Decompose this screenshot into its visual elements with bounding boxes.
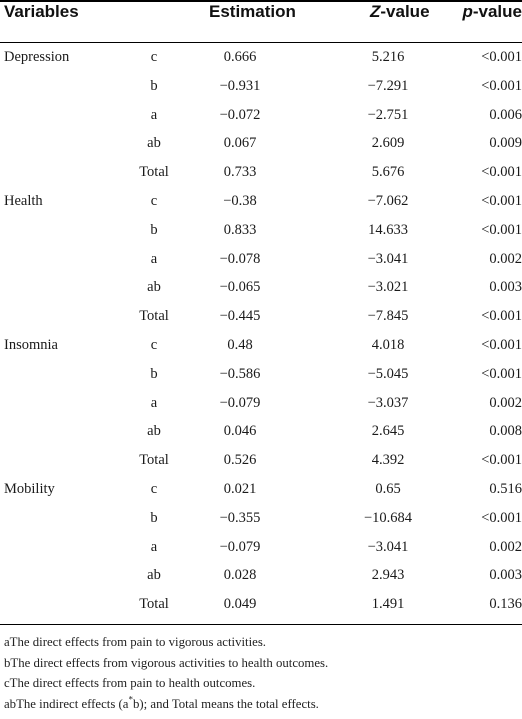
z-value: 4.392 [371, 452, 405, 469]
table-row [0, 101, 522, 130]
estimation-value: 0.666 [223, 49, 257, 65]
p-value: <0.001 [481, 365, 522, 382]
table-body [0, 43, 522, 619]
p-value: 0.002 [489, 250, 522, 267]
estimation-value: 0.48 [227, 336, 253, 353]
table-header-row [0, 0, 522, 42]
estimation-value: 0.833 [223, 221, 257, 238]
table-row [0, 446, 522, 475]
effect-label: a [150, 250, 158, 267]
effect-label: a [150, 394, 158, 411]
header-p-value [450, 0, 522, 42]
footnote-ab-post: b); and Total means the total effects. [132, 696, 319, 711]
estimation-value: 0.046 [223, 423, 257, 440]
table-row [0, 590, 522, 619]
estimation-value: 0.021 [223, 480, 257, 497]
table-row [0, 302, 522, 331]
estimation-value: 0.733 [223, 164, 257, 181]
table-row [0, 504, 522, 533]
p-value: <0.001 [481, 164, 522, 181]
p-value: <0.001 [481, 49, 522, 65]
p-value: 0.516 [489, 480, 522, 497]
effect-label: a [150, 106, 158, 123]
table-footnotes [4, 632, 518, 714]
table-row [0, 273, 522, 302]
header-estimation: Estimation [209, 2, 296, 21]
z-value: 5.676 [371, 164, 405, 181]
z-value: 2.645 [371, 423, 405, 440]
z-value: −3.041 [367, 538, 409, 555]
table-row [0, 245, 522, 274]
z-value: −5.045 [367, 365, 409, 382]
effect-label: b [150, 365, 158, 382]
header-z-rest: -value [380, 2, 430, 21]
effect-label: ab [147, 567, 161, 584]
group-label: Health [4, 192, 43, 209]
z-value: 14.633 [368, 221, 408, 238]
z-value: −3.037 [367, 394, 409, 411]
table-row [0, 216, 522, 245]
header-p-rest: -value [472, 2, 522, 21]
footnote-c: cThe direct effects from pain to health outcomes. [4, 676, 256, 690]
p-value: <0.001 [481, 509, 522, 526]
table-row [0, 187, 522, 216]
table-row [0, 360, 522, 389]
effect-label: c [150, 192, 158, 209]
estimation-value: −0.38 [223, 192, 257, 209]
table-row [0, 158, 522, 187]
footnote-a: aThe direct effects from pain to vigorous activities. [4, 635, 267, 649]
p-value: 0.136 [489, 596, 522, 613]
p-value: <0.001 [481, 77, 522, 94]
z-value: −3.041 [367, 250, 409, 267]
z-value: −2.751 [367, 106, 409, 123]
z-value: −10.684 [363, 509, 413, 526]
group-label: Insomnia [4, 336, 58, 353]
estimation-value: 0.526 [223, 452, 257, 469]
effect-label: Total [139, 452, 169, 469]
estimation-value: 0.049 [223, 596, 257, 613]
estimation-value: −0.078 [219, 250, 261, 267]
effect-label: a [150, 538, 158, 555]
estimation-value: −0.072 [219, 106, 261, 123]
effect-label: c [150, 336, 158, 353]
p-value: 0.003 [489, 567, 522, 584]
table-row [0, 389, 522, 418]
z-value: 1.491 [371, 596, 405, 613]
p-value: 0.002 [489, 538, 522, 555]
z-value: 4.018 [371, 336, 405, 353]
p-value: <0.001 [481, 308, 522, 325]
table-row [0, 331, 522, 360]
table-row [0, 43, 522, 72]
effect-label: ab [147, 279, 161, 296]
header-p-letter: p [462, 2, 473, 21]
effect-label: Total [139, 596, 169, 613]
estimation-value: −0.931 [219, 77, 261, 94]
estimation-value: −0.065 [219, 279, 261, 296]
footnote-b: bThe direct effects from vigorous activities to health outcomes. [4, 655, 329, 670]
effect-label: b [150, 509, 158, 526]
table-row [0, 129, 522, 158]
group-label: Mobility [4, 480, 55, 497]
footnote-ab [4, 694, 518, 715]
header-variables: Variables [4, 2, 79, 21]
z-value: 2.943 [371, 567, 405, 584]
z-value: −3.021 [367, 279, 409, 296]
group-label: Depression [4, 49, 70, 65]
effect-label: ab [147, 423, 161, 440]
z-value: −7.062 [367, 192, 409, 209]
z-value: −7.291 [367, 77, 409, 94]
table-row [0, 417, 522, 446]
effect-label: Total [139, 164, 169, 181]
p-value: 0.003 [489, 279, 522, 296]
footnote-ab-pre: abThe indirect effects (a [4, 696, 129, 711]
p-value: 0.006 [489, 106, 522, 123]
p-value: 0.008 [489, 423, 522, 440]
estimation-value: −0.445 [219, 308, 261, 325]
effect-label: c [150, 49, 158, 65]
header-z-value [370, 0, 460, 42]
z-value: 5.216 [371, 49, 405, 65]
effect-label: c [150, 480, 158, 497]
table-row [0, 533, 522, 562]
p-value: <0.001 [481, 221, 522, 238]
estimation-value: −0.079 [219, 538, 261, 555]
z-value: 0.65 [375, 480, 401, 497]
z-value: 2.609 [371, 135, 405, 152]
z-value: −7.845 [367, 308, 409, 325]
header-z-letter: Z [370, 2, 381, 21]
p-value: <0.001 [481, 192, 522, 209]
p-value: <0.001 [481, 336, 522, 353]
table-row [0, 475, 522, 504]
p-value: 0.009 [489, 135, 522, 152]
table-row [0, 72, 522, 101]
effect-label: Total [139, 308, 169, 325]
estimation-value: −0.079 [219, 394, 261, 411]
estimation-value: 0.028 [223, 567, 257, 584]
p-value: 0.002 [489, 394, 522, 411]
effect-label: b [150, 77, 158, 94]
footnote-ab-sup: * [128, 694, 133, 705]
effect-label: ab [147, 135, 161, 152]
table-row [0, 561, 522, 590]
estimation-value: −0.355 [219, 509, 261, 526]
estimation-value: 0.067 [223, 135, 257, 152]
table-bottom-rule [0, 624, 522, 625]
effect-label: b [150, 221, 158, 238]
estimation-value: −0.586 [219, 365, 261, 382]
p-value: <0.001 [481, 452, 522, 469]
